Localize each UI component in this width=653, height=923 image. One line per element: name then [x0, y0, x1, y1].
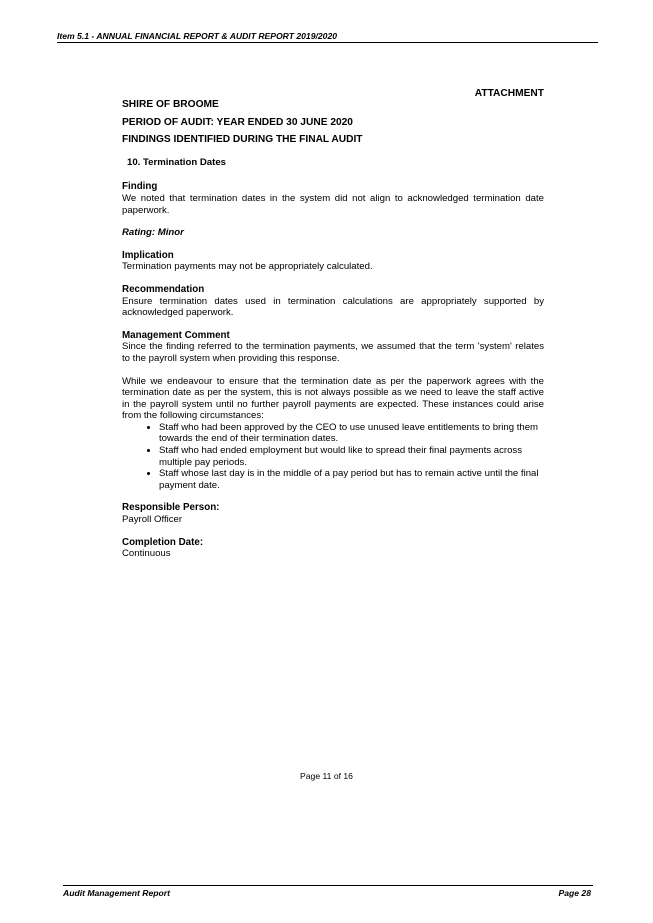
management-comment-para2: While we endeavour to ensure that the termination date as per the paperwork agrees with the termination date as per the system, this is not always possible as we need to leave the staff active in the payroll system until no further payroll payments are expected. These instances could arise from the following circumstances:	[122, 375, 544, 422]
rating: Rating: Minor	[122, 227, 184, 239]
finding-block	[122, 181, 544, 216]
completion-date-value: Continuous	[122, 548, 171, 560]
responsible-person-value: Payroll Officer	[122, 514, 183, 526]
page-header	[57, 31, 598, 43]
page-number: Page 11 of 16	[300, 771, 353, 781]
list-item: • Staff whose last day is in the middle of a pay period but has to remain active until the final payment date.	[159, 468, 544, 491]
list-item: • Staff who had been approved by the CEO to use unused leave entitlements to bring them towards the end of their termination dates.	[159, 422, 544, 445]
page-footer	[63, 885, 593, 898]
implication-block	[122, 250, 544, 273]
management-comment-block	[122, 330, 544, 365]
completion-date-heading: Completion Date:	[122, 536, 204, 548]
audit-period: PERIOD OF AUDIT: YEAR ENDED 30 JUNE 2020	[122, 116, 353, 128]
list-item: • Staff who had ended employment but would like to spread their final payments across multiple pay periods.	[159, 445, 544, 468]
management-comment-block-2	[122, 376, 544, 492]
recommendation-heading: Recommendation	[122, 283, 205, 295]
recommendation-block	[122, 284, 544, 319]
finding-heading: Finding	[122, 181, 158, 193]
management-comment-para1: Since the finding referred to the termination payments, we assumed that the term 'system' relates to the payroll system when providing this response.	[122, 341, 544, 364]
responsible-person-block	[122, 502, 544, 525]
footer-title: Audit Management Report	[63, 888, 170, 898]
section-title: 10. Termination Dates	[127, 156, 226, 168]
findings-title: FINDINGS IDENTIFIED DURING THE FINAL AUDIT	[122, 134, 363, 146]
document-body	[122, 99, 544, 571]
circumstances-list	[122, 422, 544, 492]
completion-date-block	[122, 537, 544, 560]
implication-text: Termination payments may not be appropriately calculated.	[122, 261, 373, 273]
entity-name: SHIRE OF BROOME	[122, 99, 219, 110]
responsible-person-heading: Responsible Person:	[122, 502, 220, 514]
page-header-text: Item 5.1 - ANNUAL FINANCIAL REPORT & AUDIT REPORT 2019/2020	[57, 31, 337, 41]
footer-page: Page 28	[558, 888, 591, 898]
recommendation-text: Ensure termination dates used in termination calculations are appropriately supported by acknowledged paperwork.	[122, 295, 544, 319]
management-comment-heading: Management Comment	[122, 329, 230, 341]
attachment-label: ATTACHMENT	[474, 88, 544, 99]
implication-heading: Implication	[122, 249, 174, 261]
finding-text: We noted that termination dates in the system did not align to acknowledged termination date paperwork.	[122, 192, 544, 216]
